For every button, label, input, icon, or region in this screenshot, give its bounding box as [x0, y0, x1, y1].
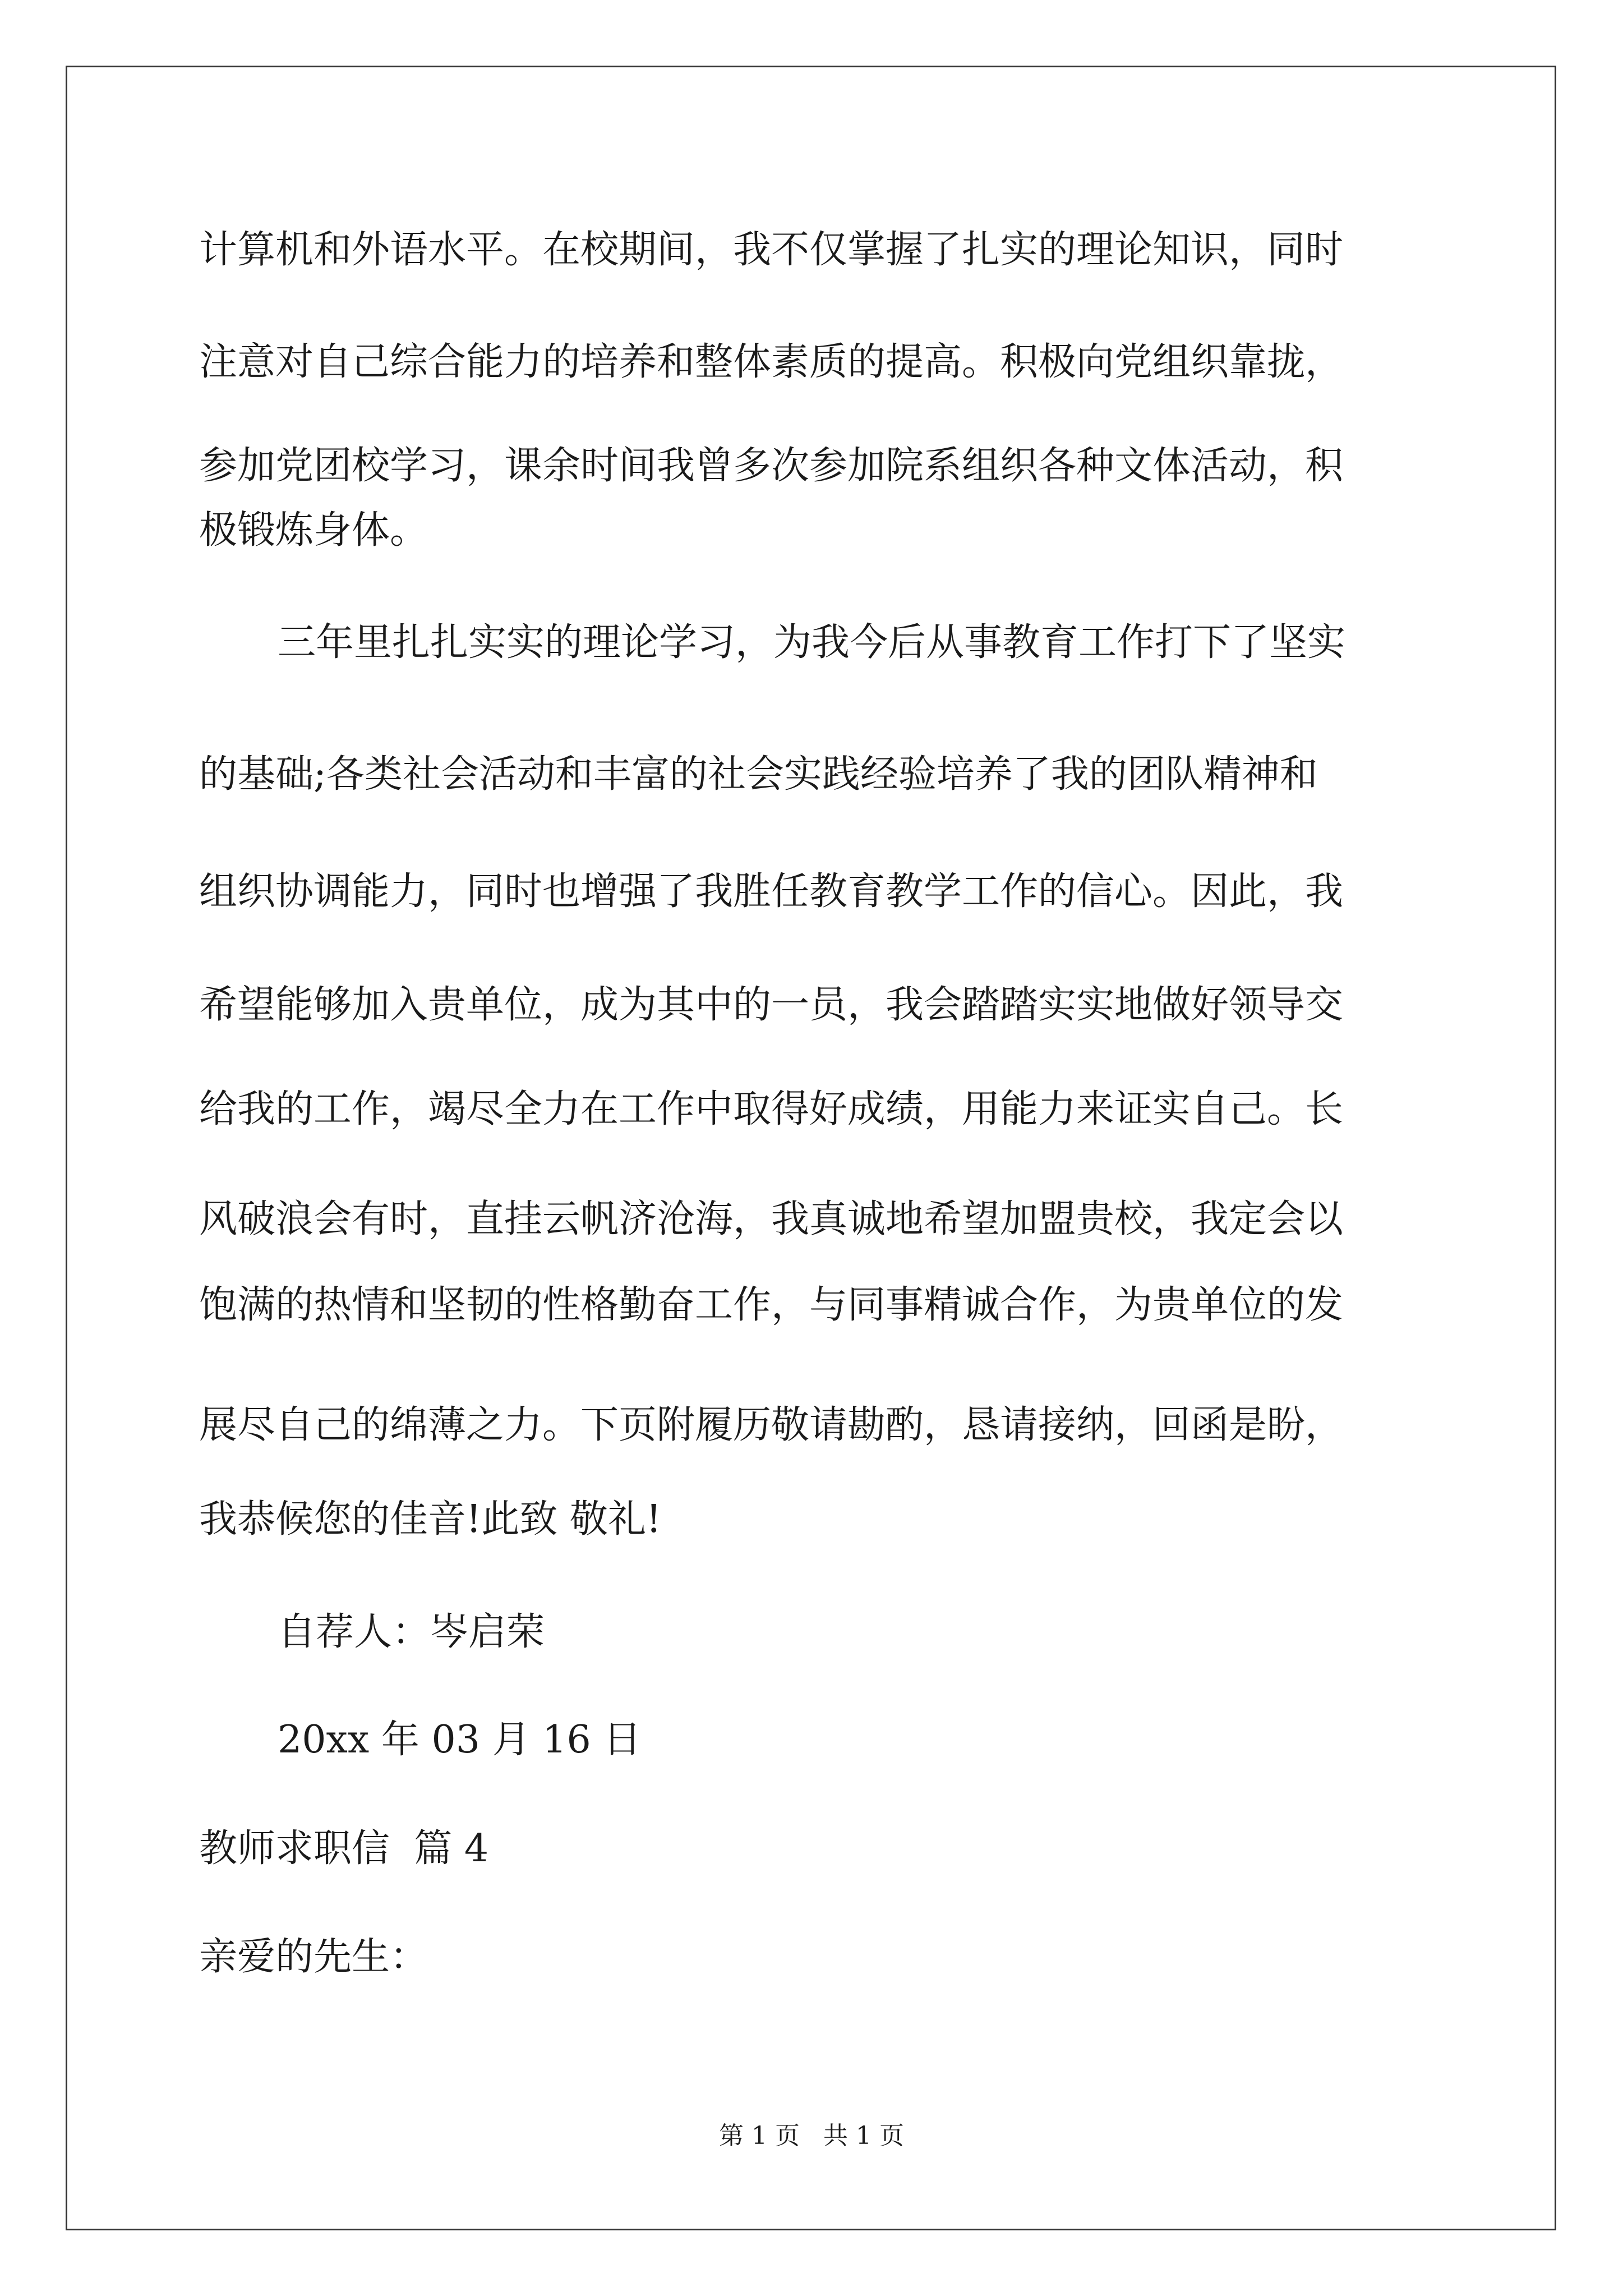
paragraph1-line: 注意对自己综合能力的培养和整体素质的提高。积极向党组织靠拢， [199, 340, 1344, 384]
paragraph2-line: 三年里扎扎实实的理论学习，为我今后从事教育工作打下了坚实 [278, 620, 1346, 665]
salutation: 亲爱的先生： [199, 1935, 428, 1979]
paragraph2-line: 组织协调能力，同时也增强了我胜任教育教学工作的信心。因此，我 [199, 869, 1344, 914]
paragraph2-line: 饱满的热情和坚韧的性格勤奋工作，与同事精诚合作，为贵单位的发 [199, 1283, 1344, 1327]
paragraph2-line: 我恭候您的佳音!此致 敬礼! [199, 1497, 662, 1542]
paragraph2-line: 希望能够加入贵单位，成为其中的一员，我会踏踏实实地做好领导交 [199, 983, 1344, 1027]
paragraph1-line: 参加党团校学习，课余时间我曾多次参加院系组织各种文体活动，积 [199, 444, 1344, 488]
paragraph2-line: 给我的工作，竭尽全力在工作中取得好成绩，用能力来证实自己。长 [199, 1087, 1344, 1131]
paragraph1-line: 极锻炼身体。 [199, 508, 428, 553]
section-title: 教师求职信 篇 4 [199, 1826, 489, 1871]
paragraph2-line: 的基础;各类社会活动和丰富的社会实践经验培养了我的团队精神和 [199, 752, 1318, 797]
page-number: 第 1 页 共 1 页 [719, 2122, 904, 2150]
paragraph2-line: 风破浪会有时，直挂云帆济沧海，我真诚地希望加盟贵校，我定会以 [199, 1197, 1344, 1241]
paragraph2-line: 展尽自己的绵薄之力。下页附履历敬请勘酌，恳请接纳，回函是盼， [199, 1403, 1344, 1447]
page-border [66, 66, 1556, 2230]
paragraph1-line: 计算机和外语水平。在校期间，我不仅掌握了扎实的理论知识，同时 [199, 228, 1344, 272]
date: 20xx 年 03 月 16 日 [278, 1718, 642, 1762]
signature: 自荐人：岑启荣 [278, 1610, 545, 1654]
